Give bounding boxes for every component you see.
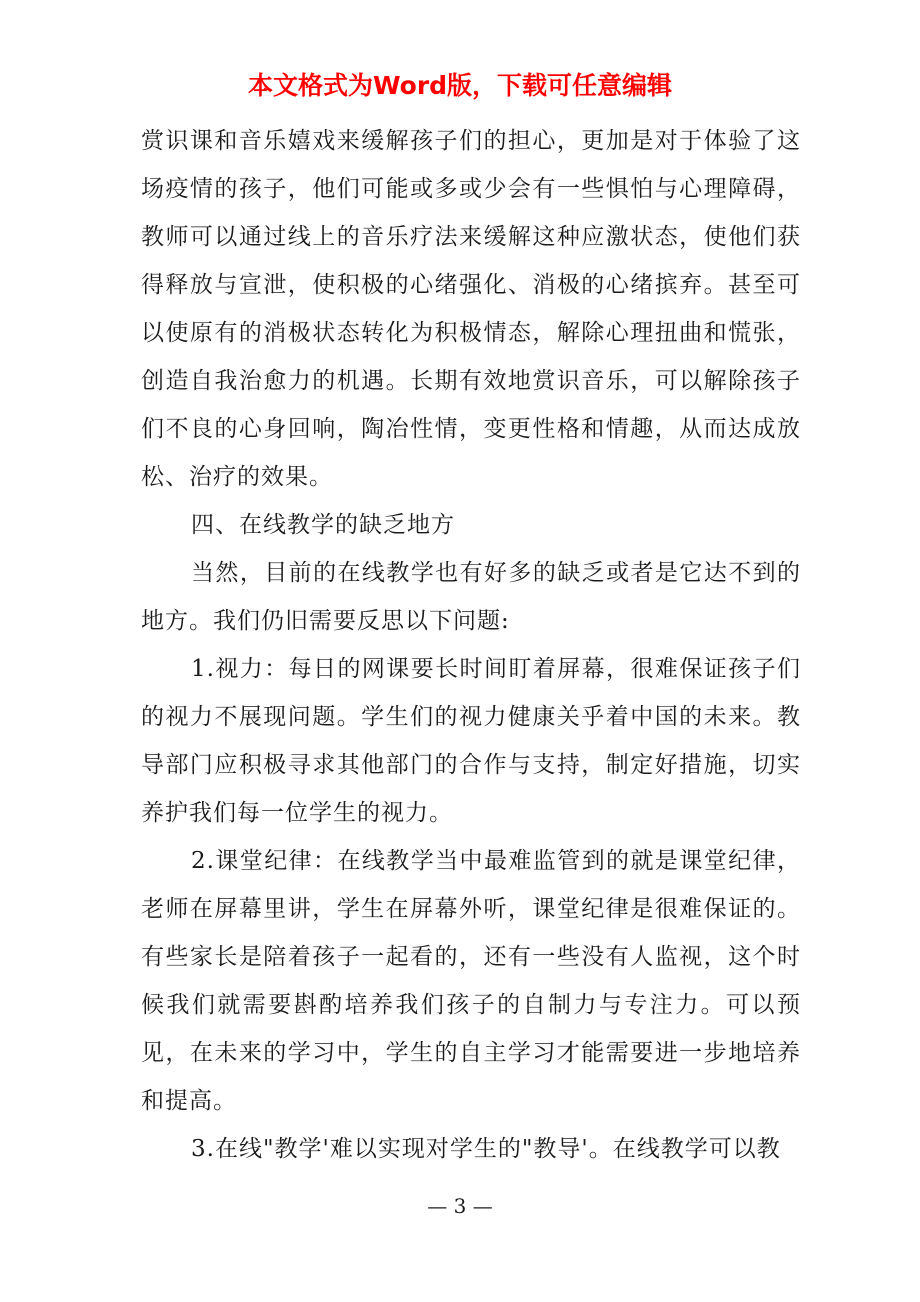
- document-body: [141, 117, 801, 1173]
- paragraph-continuation: 赏识课和音乐嬉戏来缓解孩子们的担心，更加是对于体验了这场疫情的孩子，他们可能或多或少会有一些惧怕与心理障碍，教师可以通过线上的音乐疗法来缓解这种应激状态，使他们获得释放与宣泄，使积极的心绪强化、消极的心绪摈弃。甚至可以使原有的消极状态转化为积极情态，解除心理扭曲和慌张，创造自我治愈力的机遇。长期有效地赏识音乐，可以解除孩子们不良的心身回响，陶冶性情，变更性格和情趣，从而达成放松、治疗的效果。: [141, 128, 801, 490]
- section-heading: 四、在线教学的缺乏地方: [191, 512, 455, 538]
- format-notice-banner: 本文格式为Word版，下载可任意编辑: [247, 71, 673, 100]
- paragraph-item-vision: 1.视力：每日的网课要长时间盯着屏幕，很难保证孩子们的视力不展现问题。学生们的视力健康关乎着中国的未来。教导部门应积极寻求其他部门的合作与支持，制定好措施，切实养护我们每一位学生的视力。: [141, 656, 801, 826]
- paragraph-intro: 当然，目前的在线教学也有好多的缺乏或者是它达不到的地方。我们仍旧需要反思以下问题:: [141, 560, 801, 634]
- paragraph-item-discipline: 2.课堂纪律：在线教学当中最难监管到的就是课堂纪律，老师在屏幕里讲，学生在屏幕外听，课堂纪律是很难保证的。有些家长是陪着孩子一起看的，还有一些没有人监视，这个时候我们就需要斟酌培养我们孩子的自制力与专注力。可以预见，在未来的学习中，学生的自主学习才能需要进一步地培养和提高。: [141, 848, 801, 1114]
- paragraph-item-teaching: 3.在线"教学'难以实现对学生的"教导'。在线教学可以教: [191, 1136, 781, 1162]
- page-number: — 3 —: [427, 1194, 493, 1218]
